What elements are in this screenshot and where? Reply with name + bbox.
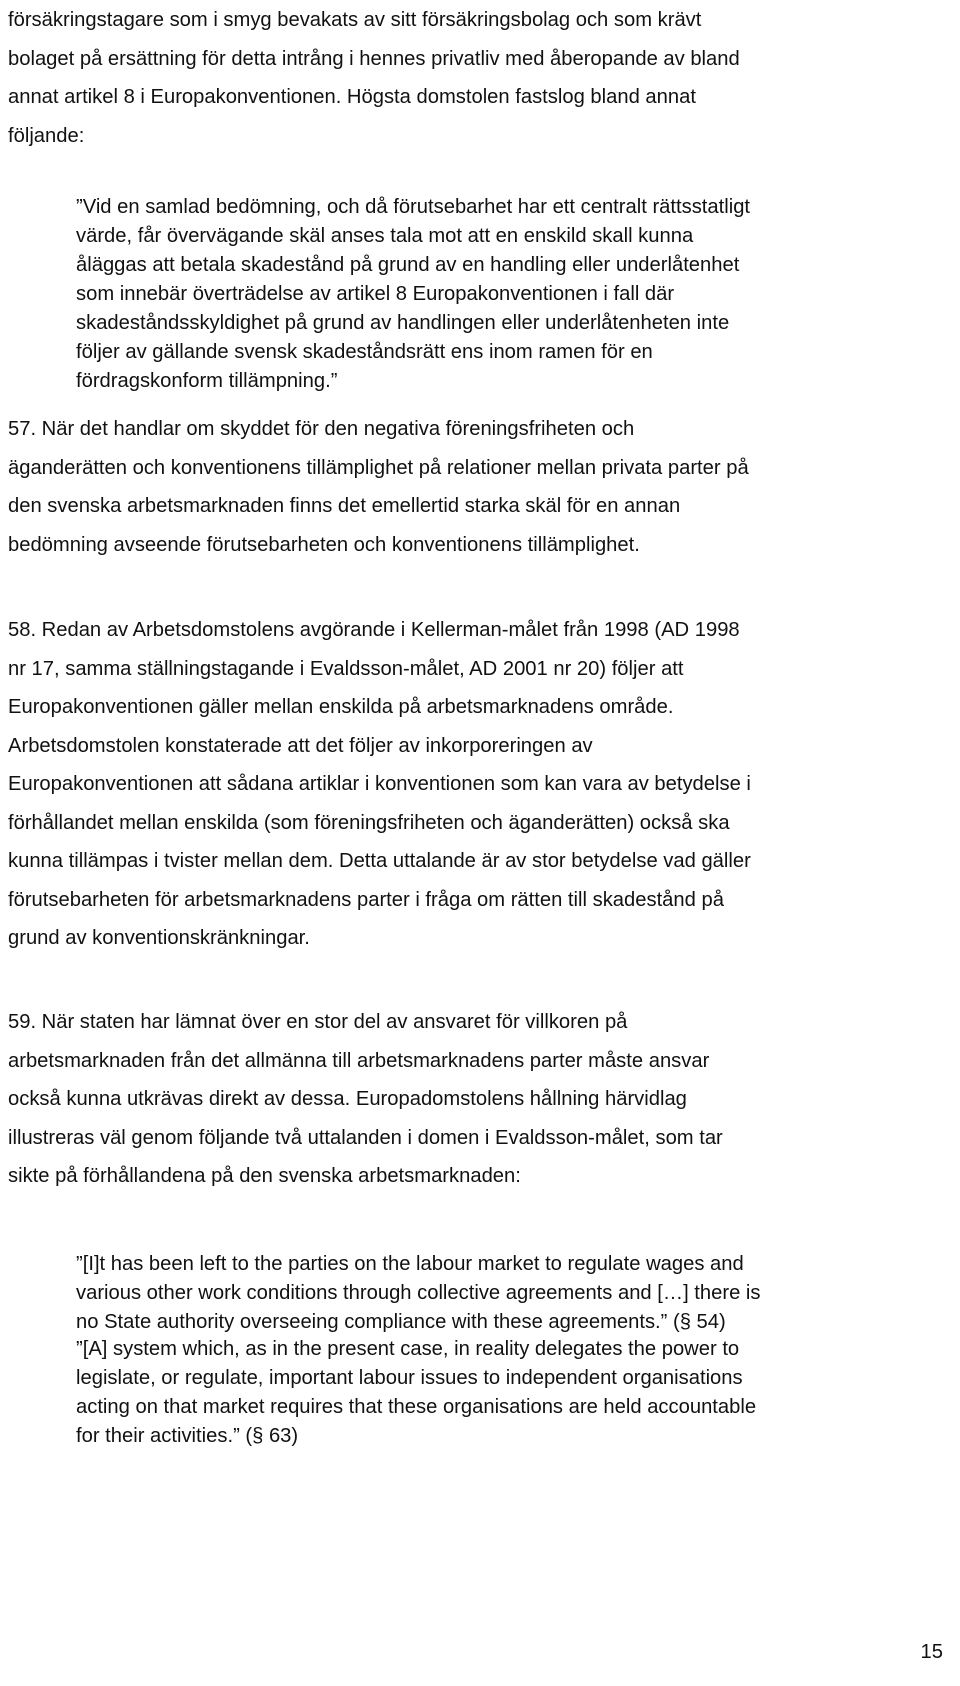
quote-line: various other work conditions through collective agreements and […] there is [76,1282,761,1304]
text-line: 59. När staten har lämnat över en stor del av ansvaret för villkoren på [8,1011,628,1033]
quote-line: skadeståndsskyldighet på grund av handlingen eller underlåtenheten inte [76,312,730,334]
text-line: 57. När det handlar om skyddet för den negativa föreningsfriheten och [8,418,635,440]
text-line: 58. Redan av Arbetsdomstolens avgörande i Kellerman-målet från 1998 (AD 1998 [8,619,740,641]
text-line: arbetsmarknaden från det allmänna till arbetsmarknadens parter måste ansvar [8,1049,710,1072]
quote-line: ”[A] system which, as in the present case, in reality delegates the power to [76,1338,740,1360]
text-line: bedömning avseende förutsebarheten och konventionens tillämplighet. [8,533,640,556]
quote-line: fördragskonform tillämpning.” [76,370,338,392]
quote-line: ”[I]t has been left to the parties on the labour market to regulate wages and [76,1253,744,1275]
text-line: bolaget på ersättning för detta intrång i hennes privatliv med åberopande av bland [8,47,740,70]
page-number: 15 [920,1641,943,1663]
text-line: förhållandet mellan enskilda (som föreningsfriheten och äganderätten) också ska [8,811,730,834]
quote-line: följer av gällande svensk skadeståndsrätt ens inom ramen för en [76,341,653,363]
text-line: också kunna utkrävas direkt av dessa. Europadomstolens hållning härvidlag [8,1088,687,1110]
quote-line: åläggas att betala skadestånd på grund av en handling eller underlåtenhet [76,254,740,276]
text-line: Europakonventionen gäller mellan enskilda på arbetsmarknadens område. [8,696,674,718]
text-line: följande: [8,124,85,147]
quote-line: värde, får övervägande skäl anses tala mot att en enskild skall kunna [76,225,694,247]
text-line: nr 17, samma ställningstagande i Evaldsson-målet, AD 2001 nr 20) följer att [8,657,684,680]
intro-paragraph [8,1,943,155]
block-quote-evaldsson-63 [76,1335,936,1451]
quote-line: legislate, or regulate, important labour issues to independent organisations [76,1367,743,1389]
text-line: den svenska arbetsmarknaden finns det emellertid starka skäl för en annan [8,495,681,517]
quote-line: ”Vid en samlad bedömning, och då förutsebarhet har ett centralt rättsstatligt [76,196,751,218]
text-line: Europakonventionen att sådana artiklar i konventionen som kan vara av betydelse i [8,773,751,795]
block-quote-evaldsson-54 [76,1250,936,1337]
paragraph-58 [8,611,943,958]
text-line: försäkringstagare som i smyg bevakats av sitt försäkringsbolag och som krävt [8,9,702,31]
text-line: annat artikel 8 i Europakonventionen. Högsta domstolen fastslog bland annat [8,86,696,108]
quote-line: acting on that market requires that these organisations are held accountable [76,1396,757,1418]
paragraph-57 [8,410,943,564]
paragraph-59 [8,1003,943,1196]
block-quote-supreme-court [76,193,896,396]
text-line: illustreras väl genom följande två uttalanden i domen i Evaldsson-målet, som tar [8,1126,723,1149]
text-line: äganderätten och konventionens tillämplighet på relationer mellan privata parter på [8,456,749,479]
text-line: grund av konventionskränkningar. [8,927,310,949]
quote-line: for their activities.” (§ 63) [76,1425,299,1447]
text-line: förutsebarheten för arbetsmarknadens parter i fråga om rätten till skadestånd på [8,888,724,911]
quote-line: som innebär överträdelse av artikel 8 Europakonventionen i fall där [76,283,675,305]
text-line: sikte på förhållandena på den svenska arbetsmarknaden: [8,1165,521,1187]
quote-line: no State authority overseeing compliance with these agreements.” (§ 54) [76,1311,726,1333]
text-line: Arbetsdomstolen konstaterade att det följer av inkorporeringen av [8,734,593,757]
text-line: kunna tillämpas i tvister mellan dem. Detta uttalande är av stor betydelse vad gäller [8,850,751,872]
